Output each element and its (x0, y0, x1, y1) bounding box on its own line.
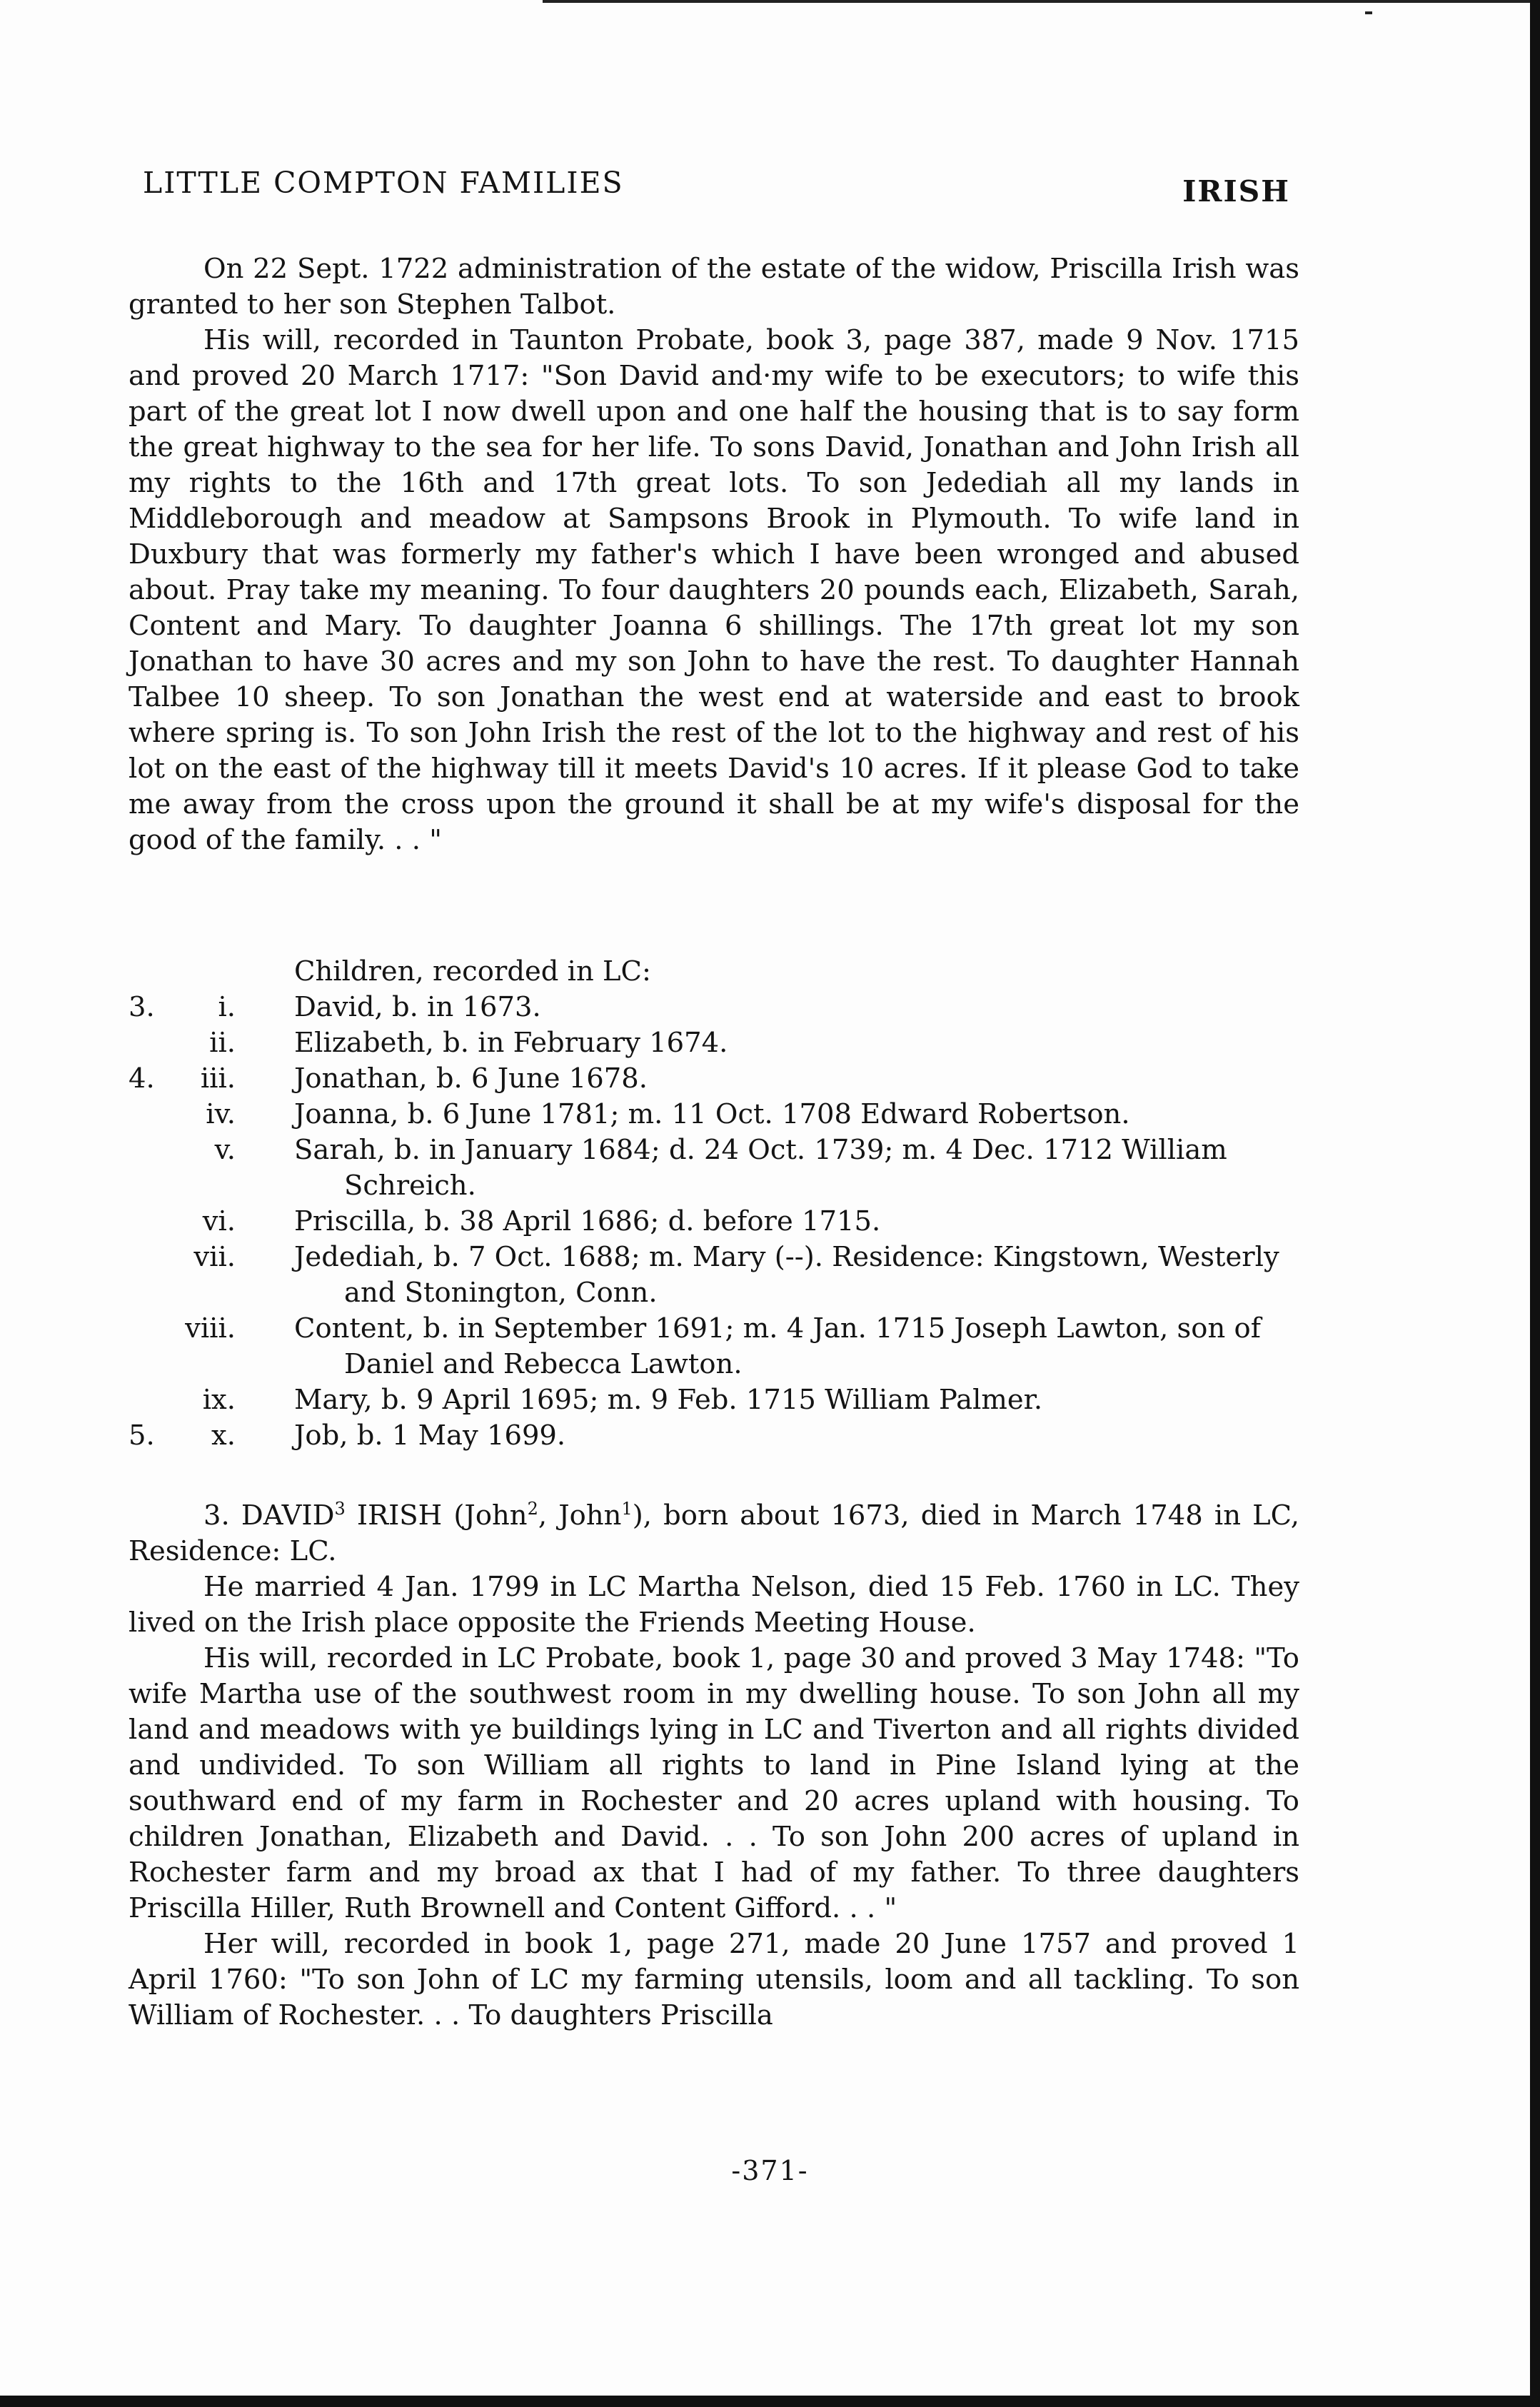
paragraph-her-will: Her will, recorded in book 1, page 271, made 20 June 1757 and proved 1 April 1760: "To son John of LC my farming utensils, loom and all tackling. To son William of Rochester. . . To daughters Priscilla (129, 1927, 1299, 2031)
child-roman-numeral: v. (214, 1134, 236, 1166)
body-text (129, 251, 1299, 858)
child-text: Job, b. 1 May 1699. (294, 1419, 566, 1452)
generation-superscript: 2 (527, 1499, 538, 1519)
david-intro (129, 1491, 1299, 1569)
generation-superscript: 3 (334, 1499, 346, 1519)
header-book-title: LITTLE COMPTON FAMILIES (143, 166, 624, 200)
page-number: -371- (731, 2155, 809, 2186)
child-entry (129, 1097, 1299, 1132)
intro-text: 3. DAVID (203, 1499, 335, 1532)
child-generation-number: 5. (129, 1419, 155, 1452)
paragraph-his-will: His will, recorded in LC Probate, book 1, page 30 and proved 3 May 1748: "To wife Martha use of the southwest room in my dwelling house. To son John all my land and meadows with ye buildings lying in LC and Tiverton and all rights divided and undivided. To son William all rights to land in Pine Island lying at the southward end of my farm in Rochester and 20 acres upland with housing. To children Jonathan, Elizabeth and David. . . To son John 200 acres of upland in Rochester farm and my broad ax that I had of my father. To three daughters Priscilla Hiller, Ruth Brownell and Content Gifford. . . " (129, 1642, 1299, 1924)
child-roman-numeral: ii. (209, 1027, 236, 1059)
scan-mark (1365, 11, 1372, 14)
child-entry (129, 990, 1299, 1025)
child-roman-numeral: ix. (202, 1384, 236, 1416)
child-text: David, b. in 1673. (294, 991, 541, 1023)
child-roman-numeral: viii. (185, 1312, 236, 1345)
running-header (143, 166, 1290, 208)
child-entry (129, 1061, 1299, 1097)
intro-text: IRISH (John (345, 1499, 528, 1532)
generation-superscript: 1 (621, 1499, 633, 1519)
child-generation-number: 3. (129, 991, 155, 1023)
child-text: Mary, b. 9 April 1695; m. 9 Feb. 1715 William Palmer. (294, 1384, 1043, 1416)
child-entry (129, 1311, 1299, 1382)
child-entry (129, 1025, 1299, 1061)
child-entry (129, 1418, 1299, 1454)
intro-text: , John (538, 1499, 622, 1532)
child-roman-numeral: vi. (202, 1205, 236, 1237)
paragraph-will: His will, recorded in Taunton Probate, book 3, page 387, made 9 Nov. 1715 and proved 20 March 1717: "Son David and·my wife to be executors; to wife this part of the great lot I now dwell upon and one half the housing that is to say form the great highway to the sea for her life. To sons David, Jonathan and John Irish all my rights to the 16th and 17th great lots. To son Jedediah all my lands in Middleborough and meadow at Sampsons Brook in Plymouth. To wife land in Duxbury that was formerly my father's which I have been wronged and abused about. Pray take my meaning. To four daughters 20 pounds each, Elizabeth, Sarah, Content and Mary. To daughter Joanna 6 shillings. The 17th great lot my son Jonathan to have 30 acres and my son John to have the rest. To daughter Hannah Talbee 10 sheep. To son Jonathan the west end at waterside and east to brook where spring is. To son John Irish the rest of the lot to the highway and rest of his lot on the east of the highway till it meets David's 10 acres. If it please God to take me away from the cross upon the ground it shall be at my wife's disposal for the good of the family. . . " (129, 324, 1299, 856)
scan-edge-line (543, 0, 1540, 3)
child-text: Jonathan, b. 6 June 1678. (294, 1062, 648, 1095)
child-roman-numeral: vii. (193, 1241, 236, 1273)
intro-text: ), born about 1673, died in March 1748 in LC, Residence: LC. (129, 1499, 1299, 1567)
child-text: Sarah, b. in January 1684; d. 24 Oct. 1739; m. 4 Dec. 1712 William Schreich. (294, 1134, 1227, 1202)
paragraph-administration: On 22 Sept. 1722 administration of the estate of the widow, Priscilla Irish was granted to her son Stephen Talbot. (129, 253, 1299, 321)
child-text: Jedediah, b. 7 Oct. 1688; m. Mary (--). Residence: Kingstown, Westerly and Stonington, Conn. (294, 1241, 1279, 1309)
child-text: Elizabeth, b. in February 1674. (294, 1027, 728, 1059)
child-generation-number: 4. (129, 1062, 155, 1095)
children-list (129, 954, 1299, 1454)
paragraph-marriage: He married 4 Jan. 1799 in LC Martha Nelson, died 15 Feb. 1760 in LC. They lived on the Irish place opposite the Friends Meeting House. (129, 1570, 1299, 1639)
child-entry (129, 1240, 1299, 1311)
david-irish-section (129, 1491, 1299, 2034)
child-text: Joanna, b. 6 June 1781; m. 11 Oct. 1708 Edward Robertson. (294, 1098, 1130, 1130)
child-text: Priscilla, b. 38 April 1686; d. before 1715. (294, 1205, 881, 1237)
child-text: Content, b. in September 1691; m. 4 Jan. 1715 Joseph Lawton, son of Daniel and Rebecca Lawton. (294, 1312, 1261, 1380)
scan-border-bottom (0, 2396, 1540, 2407)
child-roman-numeral: x. (211, 1419, 236, 1452)
child-entry (129, 1132, 1299, 1204)
child-roman-numeral: iv. (206, 1098, 236, 1130)
child-entry (129, 1382, 1299, 1418)
children-heading: Children, recorded in LC: (294, 955, 651, 988)
child-roman-numeral: i. (218, 991, 236, 1023)
child-roman-numeral: iii. (200, 1062, 236, 1095)
header-family-name: IRISH (1182, 174, 1290, 208)
scan-border-right (1530, 0, 1540, 2407)
child-entry (129, 1204, 1299, 1240)
